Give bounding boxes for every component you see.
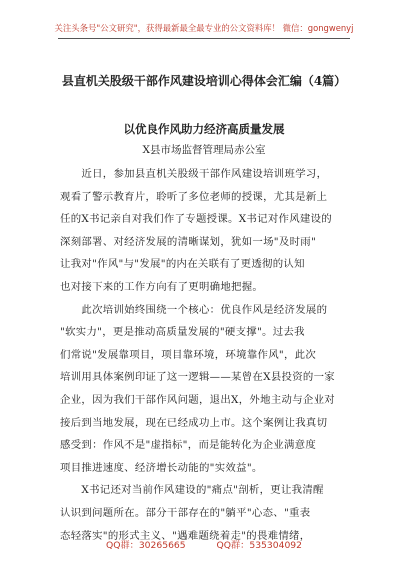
body-line: 培训用具体案例印证了这一逻辑——某曾在X县投资的一家: [60, 371, 335, 384]
body-line: 也对接下来的工作方向有了更明确地把握。: [60, 280, 264, 293]
article-author: X县市场监督管理局赤公室: [142, 144, 266, 156]
footer-qq-group-2: QQ群：535304092: [216, 540, 302, 551]
header-promo-note: 关注头条号"公文研究"，获得最新最全最专业的公文资料库！ 微信：gongwenyj: [54, 23, 354, 33]
body-line: 接后到当地发展，现在已经成功上市。这个案例让我真切: [60, 416, 328, 429]
body-line: 任的X书记亲自对我们作了专题授课。X书记对作风建设的: [60, 213, 332, 226]
article-body: [60, 163, 352, 547]
body-line: 企业，因为我们干部作风问题，退出X，外地主动与企业对: [60, 393, 335, 406]
body-line: 近日，参加县直机关股级干部作风建设培训班学习，: [60, 168, 328, 180]
body-line: 此次培训始终围绕一个核心：优良作风是经济发展的: [60, 303, 328, 316]
body-line: 让我对"作风"与"发展"的内在关联有了更透彻的认知: [60, 258, 305, 271]
article-title: 以优良作风助力经济高质量发展: [123, 122, 285, 136]
body-line: "软实力"，更是推动高质量发展的"硬支撑"。过去我: [60, 326, 305, 339]
header-divider: [58, 38, 350, 39]
footer-qq-group-1: QQ群：30265665: [106, 540, 186, 551]
body-line: 认识到问题所在。部分干部存在的"躺平"心态、"重表: [60, 506, 311, 519]
body-line: 项目推进速度、经济增长动能的"实效益"。: [60, 461, 263, 474]
body-line: X书记还对当前作风建设的"痛点"剖析，更让我清醒: [60, 484, 324, 497]
body-line: 态轻落实"的形式主义、"遇难题绕着走"的畏难情绪，: [60, 529, 311, 542]
document-title: 县直机关股级干部作风建设培训心得体会汇编（4篇）: [61, 74, 347, 88]
body-line: 深刻部署、对经济发展的清晰谋划，犹如一场"及时雨": [60, 235, 317, 248]
body-line: 们常说"发展靠项目，项目靠环境，环境靠作风"，此次: [60, 348, 317, 361]
body-line: 观看了警示教育片，聆听了多位老师的授课，尤其是新上: [60, 190, 328, 203]
body-line: 感受到：作风不是"虚指标"，而是能转化为企业满意度: [60, 439, 317, 452]
footer-contact: [0, 537, 408, 551]
